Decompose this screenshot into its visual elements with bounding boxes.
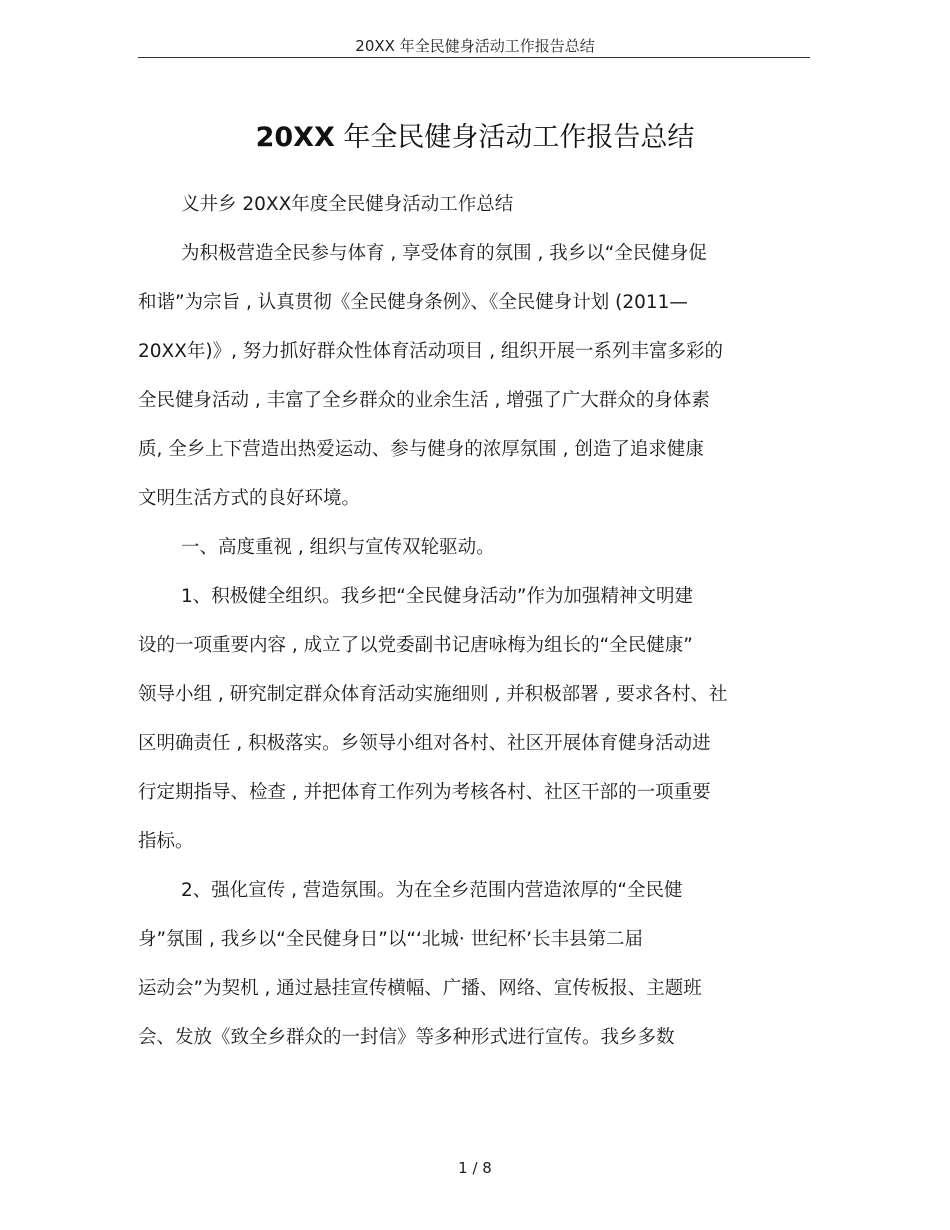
paragraph-line: 行定期指导、检查 , 并把体育工作列为考核各村、社区干部的一项重要 — [138, 782, 711, 803]
paragraph-line: 全民健身活动 , 丰富了全乡群众的业余生活 , 增强了广大群众的身体素 — [138, 390, 710, 411]
page-number: 1 / 8 — [458, 1159, 492, 1177]
paragraph-line: 会、发放《致全乡群众的一封信》等多种形式进行宣传。我乡多数 — [138, 1027, 675, 1048]
paragraph-line: 质, 全乡上下营造出热爱运动、参与健身的浓厚氛围 , 创造了追求健康 — [138, 439, 704, 460]
paragraph-line: 20XX年)》, 努力抓好群众性体育活动项目 , 组织开展一系列丰富多彩的 — [138, 341, 724, 362]
paragraph-line: 设的一项重要内容 , 成立了以党委副书记唐咏梅为组长的“全民健康” — [138, 635, 693, 656]
paragraph-line: 2、强化宣传 , 营造氛围。为在全乡范围内营造浓厚的“全民健 — [181, 880, 683, 901]
title-year: 20XX — [255, 122, 335, 153]
title-text: 年全民健身活动工作报告总结 — [334, 122, 695, 153]
paragraph-line: 1、积极健全组织。我乡把“全民健身活动”作为加强精神文明建 — [181, 586, 693, 607]
paragraph-line: 身”氛围 , 我乡以“全民健身日”以“‘北城· 世纪杯’长丰县第二届 — [138, 929, 644, 950]
paragraph-line: 为积极营造全民参与体育 , 享受体育的氛围 , 我乡以“全民健身促 — [181, 243, 707, 264]
paragraph-line: 区明确责任 , 积极落实。乡领导小组对各村、社区开展体育健身活动进 — [138, 733, 711, 754]
paragraph-line: 文明生活方式的良好环境。 — [138, 488, 361, 509]
paragraph-line: 领导小组 , 研究制定群众体育活动实施细则 , 并积极部署 , 要求各村、社 — [138, 684, 728, 705]
header-rule — [138, 57, 810, 58]
document-title — [0, 118, 950, 158]
document-body — [138, 180, 810, 1062]
paragraph-line: 和谐”为宗旨 , 认真贯彻《全民健身条例》、《全民健身计划 (2011— — [138, 292, 688, 313]
paragraph-line: 指标。 — [138, 831, 194, 852]
running-header: 20XX 年全民健身活动工作报告总结 — [355, 37, 595, 55]
section-heading: 一、高度重视 , 组织与宣传双轮驱动。 — [181, 537, 495, 558]
paragraph-line: 运动会”为契机 , 通过悬挂宣传横幅、广播、网络、宣传板报、主题班 — [138, 978, 702, 999]
subtitle-line: 义井乡 20XX年度全民健身活动工作总结 — [181, 194, 514, 215]
